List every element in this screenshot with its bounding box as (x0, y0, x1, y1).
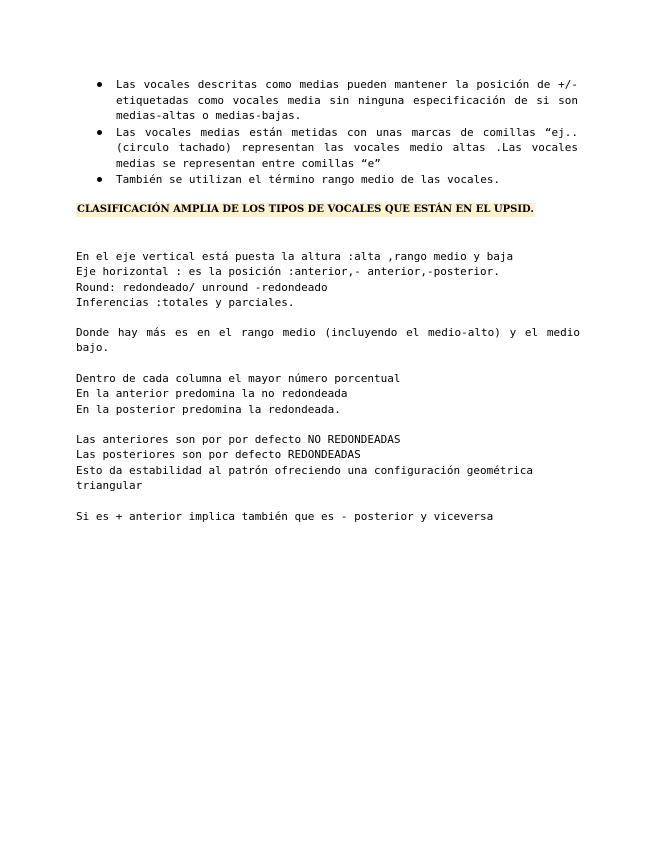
text-line: En la posterior predomina la redondeada. (76, 402, 341, 416)
text-line: Las posteriores son por defecto REDONDEADAS (76, 448, 361, 462)
paragraph-axes (76, 249, 580, 310)
text-line: Round: redondeado/ unround -redondeado (76, 280, 328, 294)
text-line: Eje horizontal : es la posición :anterior,- anterior,-posterior. (76, 265, 500, 279)
bullet-item: Las vocales medias están metidas con unas marcas de comillas “ej.. (circulo tachado) representan las vocales medio altas .Las vocales medias se representan entre comillas “e” (96, 125, 578, 172)
bullet-list (96, 77, 578, 189)
paragraph-columns (76, 371, 580, 417)
section-heading: CLASIFICACIÓN AMPLIA DE LOS TIPOS DE VOCALES QUE ESTÁN EN EL UPSID. (77, 204, 534, 215)
bullet-item: Las vocales descritas como medias pueden mantener la posición de +/- etiquetadas como vocales media sin ninguna especificación de si son medias-altas o medias-bajas. (96, 77, 578, 124)
text-line: Si es + anterior implica también que es - posterior y viceversa (76, 510, 494, 523)
text-line: Dentro de cada columna el mayor número porcentual (76, 372, 401, 385)
text-line: Esto da estabilidad al patrón ofreciendo una configuración geométrica (76, 463, 533, 477)
paragraph-defaults (76, 432, 580, 493)
text-line: En la anterior predomina la no redondeada (76, 387, 348, 401)
text-line: Inferencias :totales y parciales. (76, 295, 295, 309)
bullet-item: También se utilizan el término rango medio de las vocales. (96, 172, 578, 188)
text-line: triangular (76, 478, 143, 492)
text-line: Las anteriores son por por defecto NO REDONDEADAS (76, 433, 401, 446)
paragraph-distribution: Donde hay más es en el rango medio (incluyendo el medio-alto) y el medio bajo. (76, 326, 580, 355)
text-line: En el eje vertical está puesta la altura :alta ,rango medio y baja (76, 250, 514, 263)
paragraph-implication (76, 509, 580, 524)
